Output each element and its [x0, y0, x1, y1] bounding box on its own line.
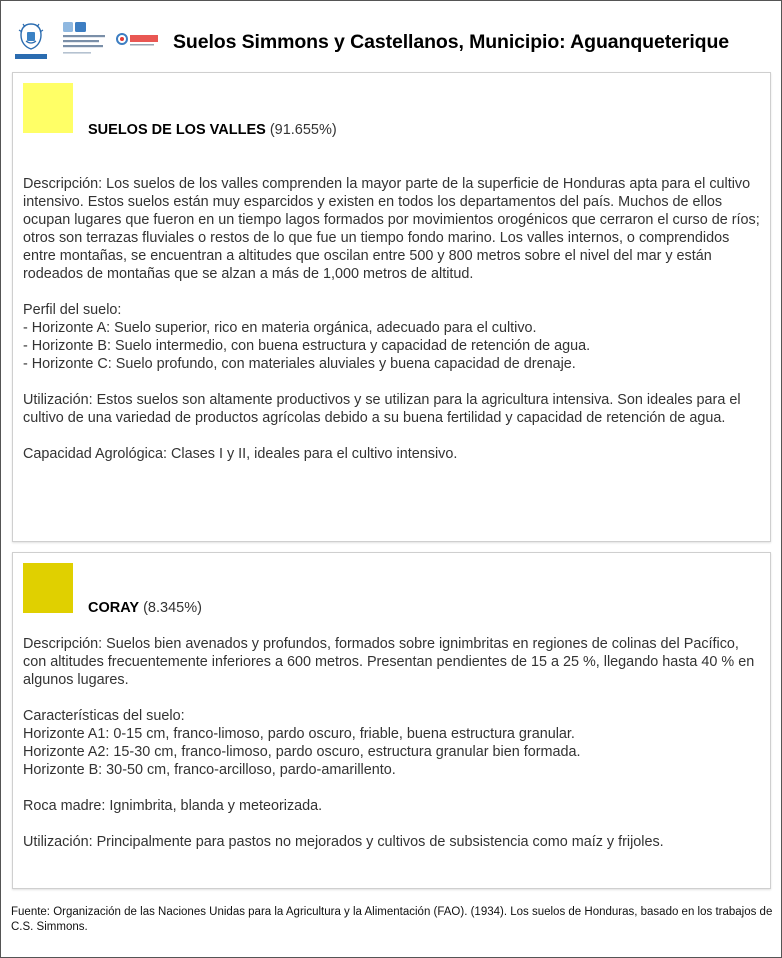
text-line: - Horizonte A: Suelo superior, rico en materia orgánica, adecuado para el cultivo. — [23, 320, 537, 336]
sinit-logo — [115, 29, 161, 49]
source-footnote: Fuente: Organización de las Naciones Unidas para la Agricultura y la Alimentación (FAO). (1934). Los suelos de Honduras, basado en los trabajos de C.S. Simmons. — [11, 906, 773, 933]
soil-percent: (91.655%) — [269, 122, 337, 138]
soil-paragraph-description — [23, 635, 763, 689]
soil-paragraph-capacity — [23, 445, 763, 463]
soil-description — [23, 635, 763, 869]
honduras-logo — [13, 21, 49, 61]
soil-card-valles — [12, 72, 771, 542]
text-line: Horizonte A1: 0-15 cm, franco-limoso, pardo oscuro, friable, buena estructura granular. — [23, 726, 575, 742]
text-line: Descripción: Los suelos de los valles comprenden la mayor parte de la superficie de Honduras apta para el cultivo intensivo. Estos suelos están muy esparcidos y existen en todos los departamentos del país. Muchos de ellos ocupan lugares que fueron en un tiempo lagos formados por movimientos orogénicos que cerraron el curso de ríos; otros son terrazas fluviales o restos de lo que fue un tiempo fondo marino. Los valles internos, o comprendidos entre montañas, se encuentran a altitudes que oscilan entre 500 y 800 metros sobre el nivel del mar y están rodeados de montañas que se alzan a más de 1,000 metros de altitud. — [23, 176, 760, 282]
text-line: Roca madre: Ignimbrita, blanda y meteorizada. — [23, 798, 323, 814]
soil-color-swatch — [23, 563, 73, 613]
soil-name: CORAY — [88, 600, 140, 616]
text-line: Utilización: Principalmente para pastos no mejorados y cultivos de subsistencia como maíz y frijoles. — [23, 834, 664, 850]
soil-heading — [88, 122, 337, 138]
secretaria-logo — [61, 21, 107, 59]
soil-paragraph-profile — [23, 301, 763, 373]
soil-card-coray — [12, 552, 771, 889]
report-header — [1, 1, 781, 71]
soil-description — [23, 175, 763, 481]
text-line: Capacidad Agrológica: Clases I y II, ideales para el cultivo intensivo. — [23, 446, 458, 462]
page-title: Suelos Simmons y Castellanos, Municipio: Aguanqueterique — [173, 31, 730, 53]
soil-paragraph-description — [23, 175, 763, 283]
soil-percent: (8.345%) — [143, 600, 202, 616]
text-line: Descripción: Suelos bien avenados y profundos, formados sobre ignimbritas en regiones de colinas del Pacífico, con altitudes frecuentemente inferiores a 600 metros. Presentan pendientes de 15 a 25 %, llegando hasta 40 % en algunos lugares. — [23, 636, 755, 688]
soil-paragraph-parent-rock — [23, 797, 763, 815]
text-line: - Horizonte B: Suelo intermedio, con buena estructura y capacidad de retención de agua. — [23, 338, 591, 354]
text-line: Utilización: Estos suelos son altamente productivos y se utilizan para la agricultura intensiva. Son ideales para el cultivo de una variedad de productos agrícolas debido a su buena fertilidad y capacidad de retención de agua. — [23, 392, 741, 426]
text-line: - Horizonte C: Suelo profundo, con materiales aluviales y buena capacidad de drenaje. — [23, 356, 576, 372]
soil-paragraph-usage — [23, 833, 763, 851]
text-line: Perfil del suelo: — [23, 302, 122, 318]
soil-color-swatch — [23, 83, 73, 133]
text-line: Horizonte B: 30-50 cm, franco-arcilloso, pardo-amarillento. — [23, 762, 396, 778]
text-line: Características del suelo: — [23, 708, 185, 724]
soil-paragraph-usage — [23, 391, 763, 427]
text-line: Horizonte A2: 15-30 cm, franco-limoso, pardo oscuro, estructura granular bien formada. — [23, 744, 581, 760]
soil-heading — [88, 600, 202, 616]
soil-name: SUELOS DE LOS VALLES — [88, 122, 266, 138]
soil-paragraph-characteristics — [23, 707, 763, 779]
